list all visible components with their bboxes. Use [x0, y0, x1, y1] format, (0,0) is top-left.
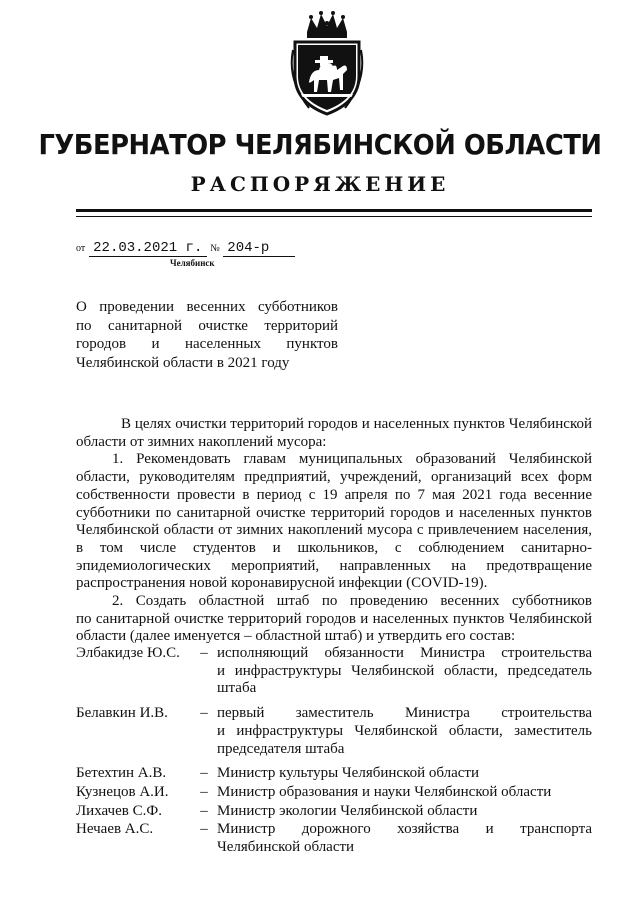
document-type: РАСПОРЯЖЕНИЕ	[190, 172, 450, 196]
header-divider-thick	[76, 209, 592, 212]
member-role	[217, 705, 592, 758]
role-line: первый заместитель Министра строительства	[217, 705, 592, 722]
member-dash: –	[200, 783, 208, 800]
body-line: области (далее именуется – областной штаб) и утвердить его состав:	[76, 628, 516, 645]
member-role	[217, 765, 592, 783]
role-line: исполняющий обязанности Министра строительства	[217, 645, 592, 661]
number-prefix: №	[210, 243, 220, 254]
date-prefix: от	[76, 243, 86, 254]
body-line: 2. Создать областной штаб по проведению весенних субботников	[112, 593, 592, 610]
role-line: и инфраструктуры Челябинской области, председатель	[217, 662, 592, 679]
body-line: Челябинской области от зимних накоплений мусора с привлечением населения,	[76, 522, 592, 539]
member-name: Белавкин И.В.	[76, 705, 168, 722]
body-line: субботники по санитарной очистке территорий городов и населенных пунктов	[76, 504, 592, 521]
member-row	[76, 705, 592, 758]
role-line: Министр дорожного хозяйства и транспорта	[217, 821, 592, 838]
role-line: Министр экологии Челябинской области	[217, 802, 478, 819]
subject-line: Челябинской области в 2021 году	[76, 354, 290, 371]
member-row	[76, 645, 592, 698]
member-name: Кузнецов А.И.	[76, 783, 169, 800]
member-dash: –	[200, 821, 208, 838]
role-line: Министр культуры Челябинской области	[217, 765, 480, 782]
member-name: Лихачев С.Ф.	[76, 802, 162, 819]
body-line: эпидемиологических мероприятий, направленных на предотвращение	[76, 557, 592, 574]
member-dash: –	[200, 765, 208, 782]
staff-members-list	[76, 645, 592, 858]
body-line: области от зимних накоплений мусора:	[76, 433, 327, 450]
member-role	[217, 821, 592, 856]
subject-line: О проведении весенних субботников	[76, 299, 338, 315]
intro-paragraph	[76, 416, 592, 451]
member-row	[76, 803, 592, 821]
subject-line: по санитарной очистке территорий	[76, 317, 338, 334]
document-body	[76, 416, 592, 646]
member-role	[217, 645, 592, 698]
member-name: Элбакидзе Ю.С.	[76, 645, 180, 661]
member-row	[76, 821, 592, 856]
role-line: председателя штаба	[217, 740, 345, 757]
member-role	[217, 803, 592, 821]
body-line: собственности провести в период с 19 апреля по 7 мая 2021 года весенние	[76, 486, 592, 503]
member-name: Бетехтин А.В.	[76, 765, 167, 782]
body-line: области, руководителям предприятий, учреждений, организаций всех форм	[76, 469, 592, 486]
body-line: 1. Рекомендовать главам муниципальных образований Челябинской	[112, 451, 592, 468]
body-line: распространения новой коронавирусной инфекции (COVID-19).	[76, 575, 488, 592]
member-name: Нечаев А.С.	[76, 821, 154, 838]
role-line: и инфраструктуры Челябинской области, заместитель	[217, 722, 592, 739]
header-divider-thin	[76, 216, 592, 217]
issuer-title: ГУБЕРНАТОР ЧЕЛЯБИНСКОЙ ОБЛАСТИ	[38, 128, 602, 161]
body-line: В целях очистки территорий городов и населенных пунктов Челябинской	[121, 416, 592, 432]
role-line: штаба	[217, 680, 257, 697]
body-line: в том числе студентов и школьников, с соблюдением санитарно-	[76, 539, 592, 556]
member-dash: –	[200, 705, 208, 722]
city-label: Челябинск	[170, 258, 215, 268]
document-date: 22.03.2021 г.	[89, 240, 207, 257]
document-subject	[76, 298, 338, 372]
role-line: Министр образования и науки Челябинской области	[217, 783, 552, 800]
item-2-paragraph	[76, 593, 592, 646]
coat-of-arms-icon	[287, 10, 367, 118]
member-row	[76, 765, 592, 783]
document-number: 204-р	[223, 240, 295, 257]
body-line: по санитарной очистке территорий городов и населенных пунктов Челябинской	[76, 610, 592, 627]
role-line: Челябинской области	[217, 839, 355, 856]
date-number-line	[76, 240, 295, 257]
member-dash: –	[200, 802, 208, 819]
member-dash: –	[200, 645, 208, 661]
member-row	[76, 784, 592, 802]
member-role	[217, 784, 592, 802]
item-1-paragraph	[76, 451, 592, 593]
subject-line: городов и населенных пунктов	[76, 336, 338, 352]
